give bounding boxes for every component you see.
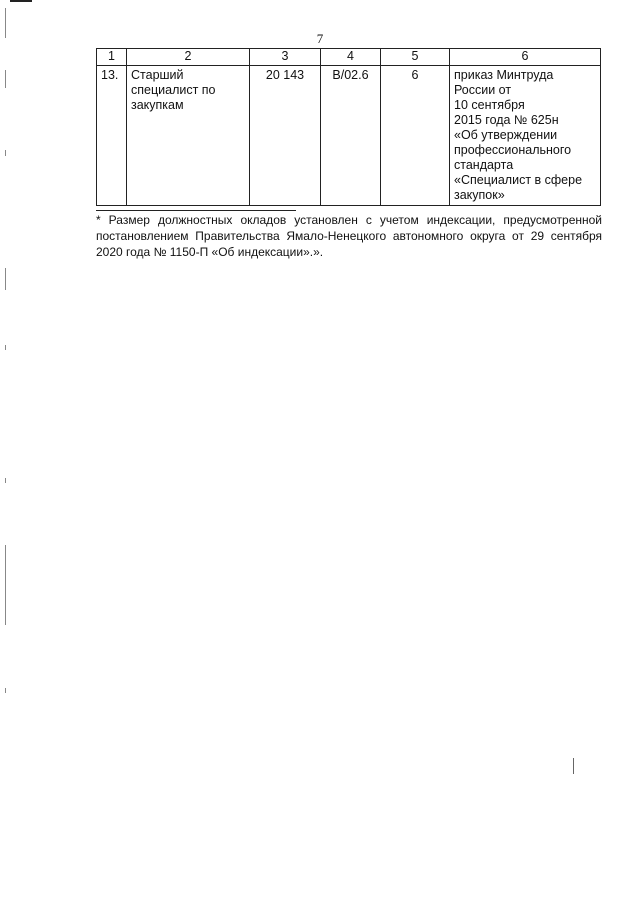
column-header: 1 [97,49,127,66]
legal-basis-line: «Об утверждении [454,128,558,142]
function-code: В/02.6 [321,66,381,206]
legal-basis-line: закупок» [454,188,505,202]
position-title-line: Старший [131,68,184,82]
column-header: 2 [127,49,250,66]
column-header: 3 [250,49,321,66]
scan-edge-mark [573,758,574,774]
qualification-level: 6 [381,66,450,206]
position-title-line: закупкам [131,98,184,112]
column-header: 4 [321,49,381,66]
table-row [97,66,601,206]
footnote-text: * Размер должностных окладов установлен с учетом индексации, предусмотренной постановлением Правительства Ямало-Ненецкого автономного округа от 29 сентября 2020 года № 1150-П «Об индексации».». [96,213,602,259]
legal-basis-line: стандарта [454,158,514,172]
footnote-separator [96,210,296,211]
row-number: 13. [97,66,127,206]
legal-basis-line: 10 сентября [454,98,525,112]
legal-basis [450,66,601,206]
scan-corner-mark [10,0,32,2]
positions-table [96,48,601,206]
position-title [127,66,250,206]
position-title-line: специалист по [131,83,216,97]
legal-basis-line: «Специалист в сфере [454,173,583,187]
salary-value: 20 143 [250,66,321,206]
legal-basis-line: 2015 года № 625н [454,113,559,127]
column-header: 6 [450,49,601,66]
legal-basis-line: профессионального [454,143,572,157]
page-number: 7 [316,31,324,46]
table-header-row [97,49,601,66]
legal-basis-line: России от [454,83,512,97]
legal-basis-line: приказ Минтруда [454,68,554,82]
column-header: 5 [381,49,450,66]
scan-margin-marks [5,0,9,905]
